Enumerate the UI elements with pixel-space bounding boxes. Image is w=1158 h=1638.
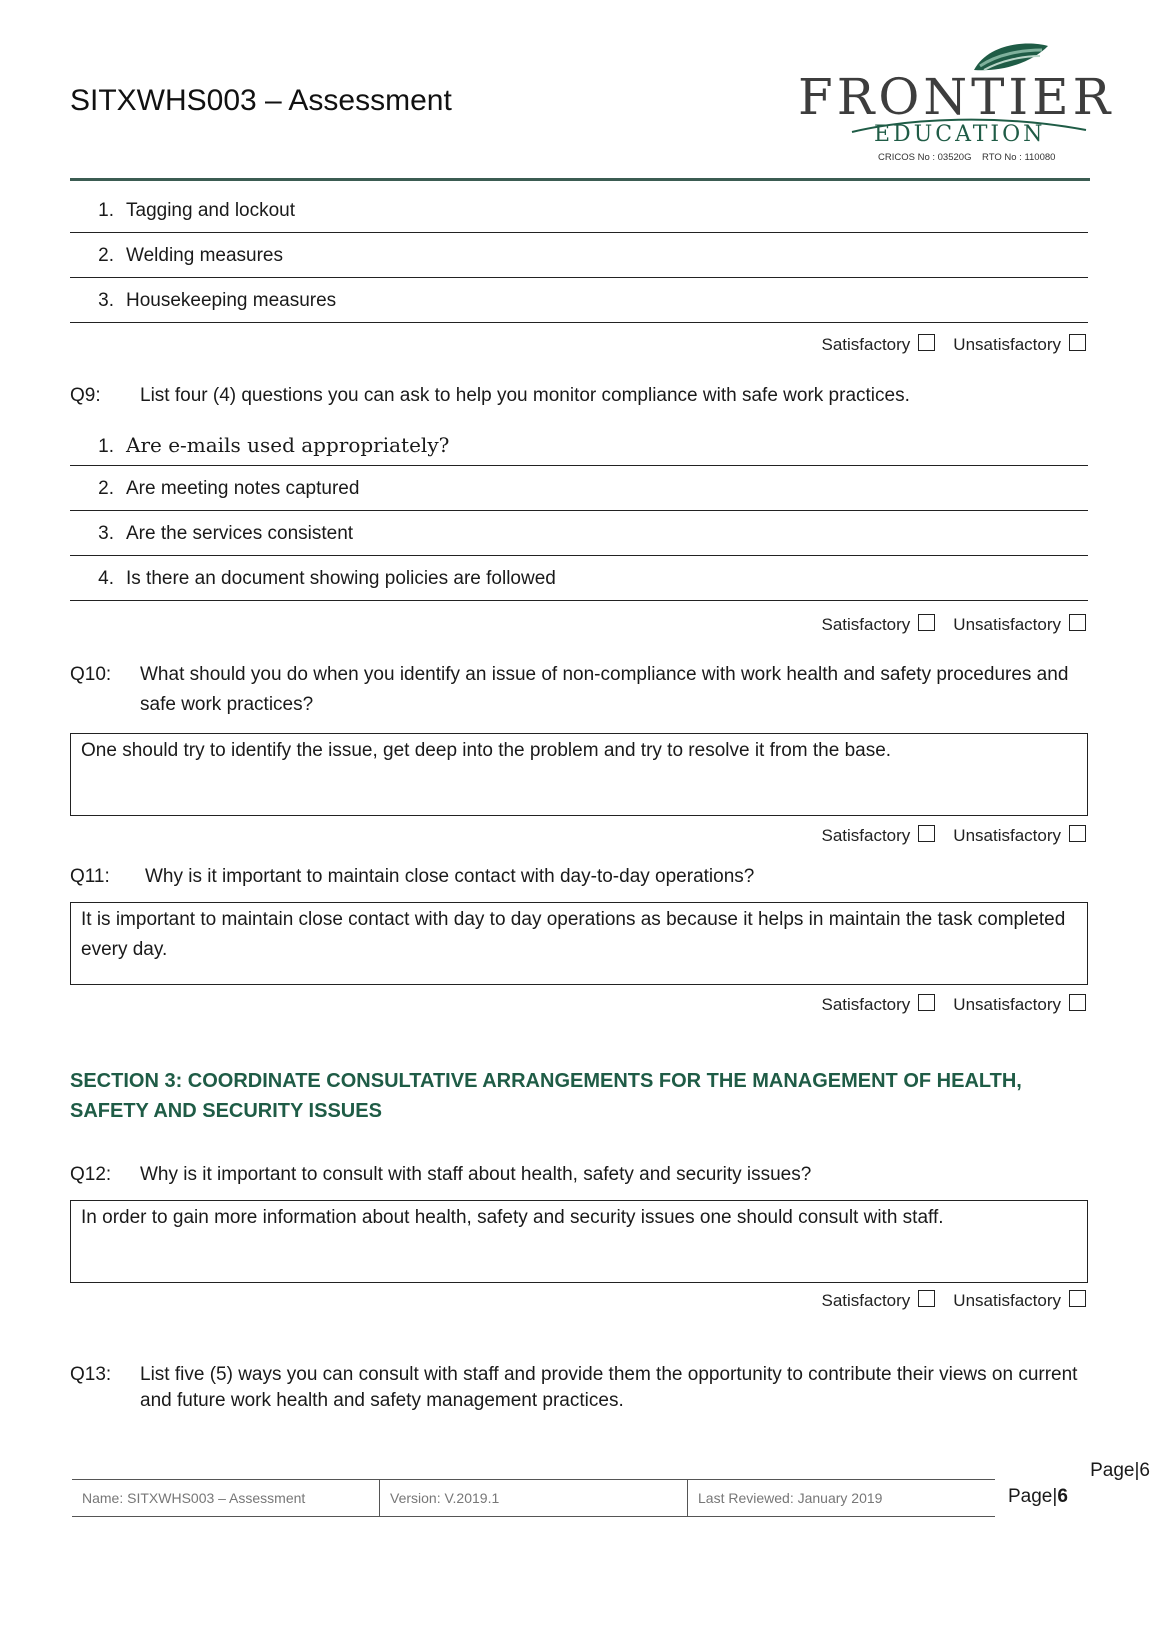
frontier-education-logo <box>790 38 1115 166</box>
list-text: Are e-mails used appropriately? <box>126 433 450 457</box>
cricos-number: CRICOS No : 03520G <box>878 152 972 163</box>
list-text: Are the services consistent <box>126 523 354 544</box>
satisfactory-checkbox[interactable] <box>918 994 935 1011</box>
logo-subtitle: EDUCATION <box>874 122 1046 147</box>
list-item[interactable] <box>70 466 1088 511</box>
list-text: Tagging and lockout <box>126 200 296 221</box>
satisfactory-label: Satisfactory <box>821 995 911 1014</box>
question-q10 <box>70 660 1090 720</box>
unsatisfactory-checkbox[interactable] <box>1069 334 1086 351</box>
question-number: Q11: <box>70 866 110 887</box>
list-item[interactable] <box>70 421 1088 466</box>
footer-table <box>72 1479 995 1517</box>
answer-box-q10[interactable]: One should try to identify the issue, get deep into the problem and try to resolve it from the base. <box>70 733 1088 816</box>
satisfactory-label: Satisfactory <box>821 826 911 845</box>
question-q12 <box>70 1160 1090 1190</box>
answer-box-q12[interactable]: In order to gain more information about health, safety and security issues one should consult with staff. <box>70 1200 1088 1283</box>
satisfactory-label: Satisfactory <box>821 335 911 354</box>
unsatisfactory-checkbox[interactable] <box>1069 614 1086 631</box>
question-text: List five (5) ways you can consult with staff and provide them the opportunity to contribute their views on current and future work health and safety management practices. <box>140 1364 1078 1411</box>
question-text: Why is it important to maintain close contact with day-to-day operations? <box>145 866 755 887</box>
question-number: Q13: <box>70 1364 112 1385</box>
question-number: Q10: <box>70 664 112 685</box>
unsatisfactory-checkbox[interactable] <box>1069 825 1086 842</box>
rto-number: RTO No : 110080 <box>982 152 1056 163</box>
question-number: Q9: <box>70 385 101 406</box>
question-q13 <box>70 1362 1090 1414</box>
footer-version: Version: V.2019.1 <box>380 1480 688 1516</box>
list-text: Are meeting notes captured <box>126 478 360 499</box>
question-text: List four (4) questions you can ask to help you monitor compliance with safe work practices. <box>140 385 910 406</box>
question-text: What should you do when you identify an issue of non-compliance with work health and safety procedures and safe work practices? <box>140 664 1069 715</box>
header-divider <box>70 178 1090 181</box>
satisfactory-label: Satisfactory <box>821 1291 911 1310</box>
logo-wordmark: FRONTIER <box>798 68 1115 126</box>
list-number: 3. <box>98 523 114 544</box>
list-item[interactable] <box>70 511 1088 556</box>
rating-row <box>821 334 1086 355</box>
satisfactory-checkbox[interactable] <box>918 1290 935 1307</box>
question-number: Q12: <box>70 1164 112 1185</box>
satisfactory-checkbox[interactable] <box>918 825 935 842</box>
unsatisfactory-label: Unsatisfactory <box>953 1291 1061 1310</box>
rating-row <box>821 614 1086 635</box>
page-number-header: Page|6 <box>1090 1460 1150 1481</box>
unsatisfactory-label: Unsatisfactory <box>953 995 1061 1014</box>
list-number: 2. <box>98 478 114 499</box>
list-number: 1. <box>98 436 114 457</box>
unsatisfactory-checkbox[interactable] <box>1069 1290 1086 1307</box>
rating-row <box>821 1290 1086 1311</box>
footer-reviewed: Last Reviewed: January 2019 <box>698 1490 883 1506</box>
list-item[interactable] <box>70 233 1088 278</box>
logo-registration <box>878 152 1055 163</box>
question-q11 <box>70 862 1090 892</box>
footer-name: Name: SITXWHS003 – Assessment <box>72 1480 380 1516</box>
unsatisfactory-label: Unsatisfactory <box>953 615 1061 634</box>
list-number: 4. <box>98 568 114 589</box>
page-title: SITXWHS003 – Assessment <box>70 84 452 117</box>
list-item[interactable] <box>70 278 1088 323</box>
list-text: Is there an document showing policies are followed <box>126 568 556 589</box>
page-label: Page <box>1090 1460 1135 1481</box>
satisfactory-checkbox[interactable] <box>918 614 935 631</box>
answer-box-q11[interactable]: It is important to maintain close contact with day to day operations as because it helps in maintain the task completed every day. <box>70 902 1088 985</box>
satisfactory-checkbox[interactable] <box>918 334 935 351</box>
question-q9 <box>70 381 1090 411</box>
unsatisfactory-checkbox[interactable] <box>1069 994 1086 1011</box>
list-number: 1. <box>98 200 114 221</box>
page-label: Page <box>1008 1486 1053 1507</box>
unsatisfactory-label: Unsatisfactory <box>953 826 1061 845</box>
list-item[interactable] <box>70 556 1088 601</box>
rating-row <box>821 994 1086 1015</box>
list-text: Welding measures <box>126 245 284 266</box>
rating-row <box>821 825 1086 846</box>
question-text: Why is it important to consult with staff about health, safety and security issues? <box>140 1164 812 1185</box>
page-number-footer: Page|6 <box>1008 1486 1068 1507</box>
page-number: 6 <box>1057 1486 1068 1507</box>
satisfactory-label: Satisfactory <box>821 615 911 634</box>
list-item[interactable] <box>70 188 1088 233</box>
list-text: Housekeeping measures <box>126 290 337 311</box>
page-number: 6 <box>1139 1460 1150 1481</box>
list-number: 3. <box>98 290 114 311</box>
list-number: 2. <box>98 245 114 266</box>
section-heading: SECTION 3: COORDINATE CONSULTATIVE ARRANGEMENTS FOR THE MANAGEMENT OF HEALTH, SAFETY AND SECURITY ISSUES <box>70 1070 1022 1122</box>
unsatisfactory-label: Unsatisfactory <box>953 335 1061 354</box>
